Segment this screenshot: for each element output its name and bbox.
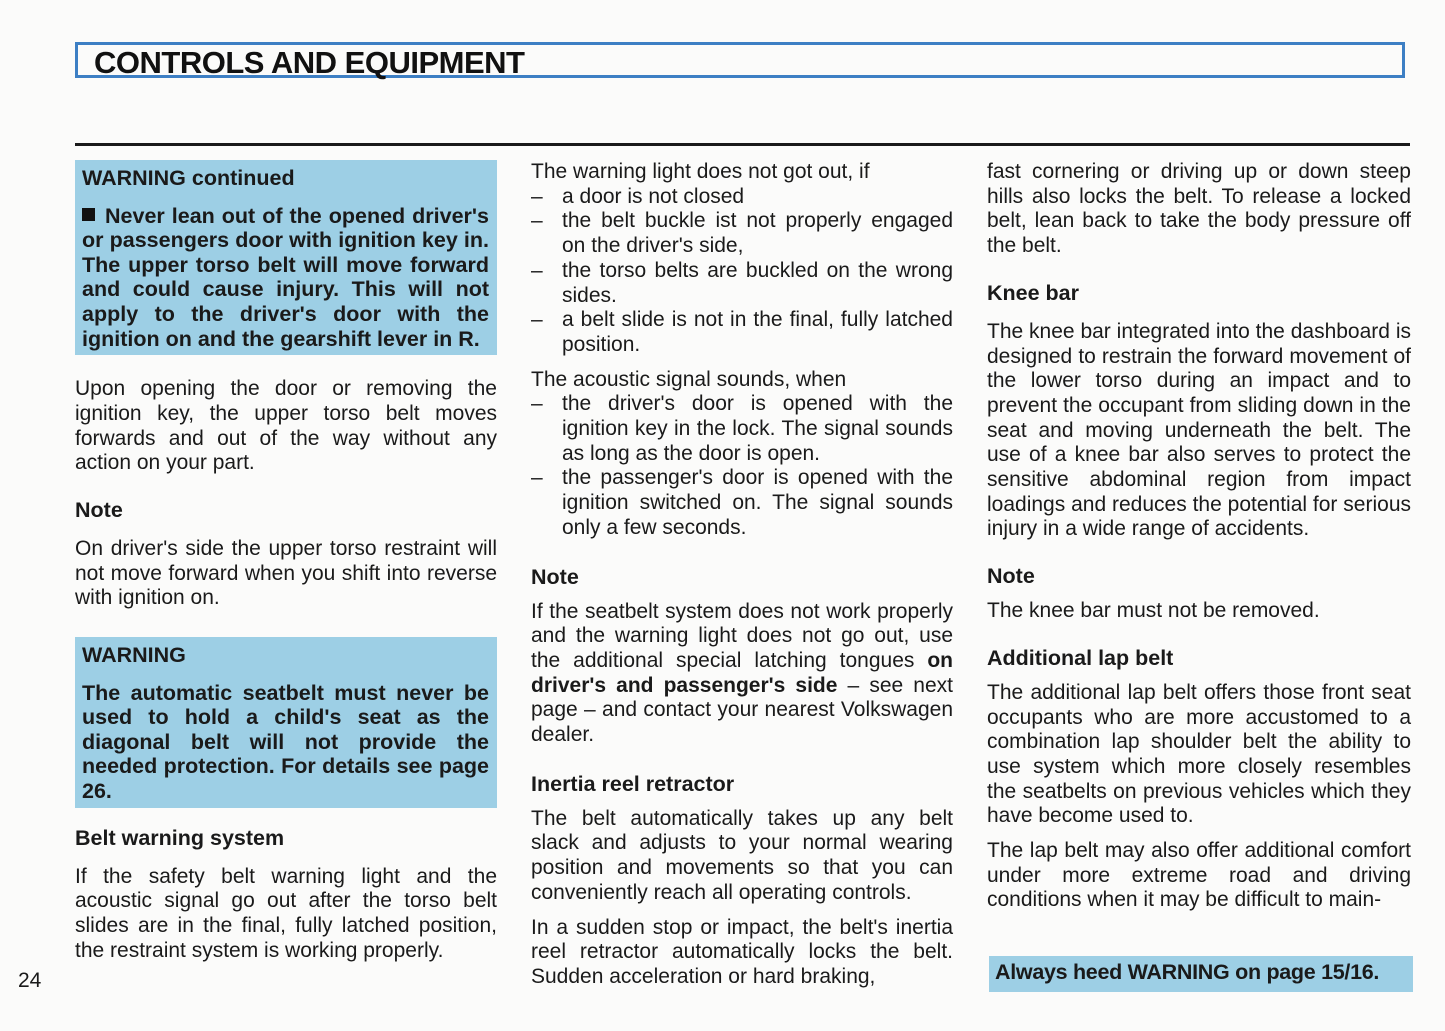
warning-body: The automatic seatbelt must never be used to hold a child's seat as the diagonal belt will not provide the needed protection. For details see page 26. (82, 680, 489, 804)
column-right (987, 160, 1411, 913)
note-body: If the seatbelt system does not work properly and the warning light does not go out, use the additional special latching tongues on driver's and passenger's side – see next page – and contact your nearest Volkswagen dealer. (531, 599, 953, 747)
note-heading: Note (987, 564, 1035, 589)
lap-belt-paragraph-2: The lap belt may also offer additional comfort under more extreme road and driving conditions when it may be difficult to main- (987, 839, 1411, 912)
list-item: – the torso belts are buckled on the wrong sides. (531, 259, 953, 308)
divider-rule (75, 143, 1410, 146)
continued-paragraph: fast cornering or driving up or down steep hills also locks the belt. To release a locked belt, lean back to take the body pressure off the belt. (987, 160, 1411, 258)
page-number: 24 (18, 969, 42, 992)
inertia-reel-paragraph-2: In a sudden stop or impact, the belt's inertia reel retractor automatically locks the belt. Sudden acceleration or hard braking, (531, 915, 953, 988)
acoustic-signal-list (531, 392, 953, 540)
warning-light-list (531, 185, 953, 358)
list-item: – a door is not closed (531, 185, 953, 210)
warning-continued-body: Never lean out of the opened driver's or passengers door with ignition key in. The upper torso belt will move forward and could cause injury. This will not apply to the driver's door with the ignition on and the gearshift lever in R. (82, 203, 489, 351)
knee-bar-heading: Knee bar (987, 280, 1080, 305)
warning-light-intro: The warning light does not got out, if (531, 160, 870, 183)
warning-reference-box (989, 956, 1413, 992)
note-body: On driver's side the upper torso restraint will not move forward when you shift into reverse with ignition on. (75, 536, 497, 610)
belt-warning-heading: Belt warning system (75, 825, 285, 850)
note-heading: Note (531, 564, 579, 589)
list-item: – the belt buckle ist not properly engaged on the driver's side, (531, 209, 953, 258)
warning-box (75, 637, 497, 808)
note-heading: Note (75, 497, 123, 522)
inertia-reel-heading: Inertia reel retractor (531, 771, 735, 796)
belt-warning-body: If the safety belt warning light and the acoustic signal go out after the torso belt slides are in the final, fully latched position, the restraint system is working properly. (75, 864, 497, 962)
column-middle (531, 160, 953, 990)
lap-belt-paragraph-1: The additional lap belt offers those front seat occupants who are more accustomed to a combination lap shoulder belt the ability to use system which more closely resembles the seatbelts on previous vehicles which they have become used to. (987, 680, 1411, 828)
warning-continued-box (75, 160, 497, 355)
column-left (75, 160, 497, 963)
list-item: – a belt slide is not in the final, fully latched position. (531, 308, 953, 357)
inertia-reel-paragraph-1: The belt automatically takes up any belt slack and adjusts to your normal wearing position and movements so that you can conveniently reach all operating controls. (531, 806, 953, 904)
door-opening-paragraph: Upon opening the door or removing the ignition key, the upper torso belt moves forwards and out of the way without any action on your part. (75, 377, 497, 475)
page-title: CONTROLS AND EQUIPMENT (94, 45, 525, 80)
acoustic-signal-intro: The acoustic signal sounds, when (531, 367, 847, 391)
lap-belt-heading: Additional lap belt (987, 645, 1174, 670)
list-item: – the passenger's door is opened with the ignition switched on. The signal sounds only a few seconds. (531, 466, 953, 540)
warning-title: WARNING (82, 643, 186, 668)
bullet-square-icon (82, 208, 95, 221)
list-item: – the driver's door is opened with the ignition key in the lock. The signal sounds as long as the door is open. (531, 392, 953, 466)
note-body: The knee bar must not be removed. (987, 599, 1320, 623)
warning-continued-title: WARNING continued (82, 166, 295, 190)
warning-reference-text: Always heed WARNING on page 15/16. (995, 960, 1380, 984)
knee-bar-body: The knee bar integrated into the dashboard is designed to restrain the forward movement of the lower torso during an impact and to prevent the occupant from sliding down in the seat and moving underneath the belt. The use of a knee bar also serves to protect the sensitive abdominal region from impact loadings and reduces the potential for serious injury in a wide range of accidents. (987, 319, 1411, 541)
